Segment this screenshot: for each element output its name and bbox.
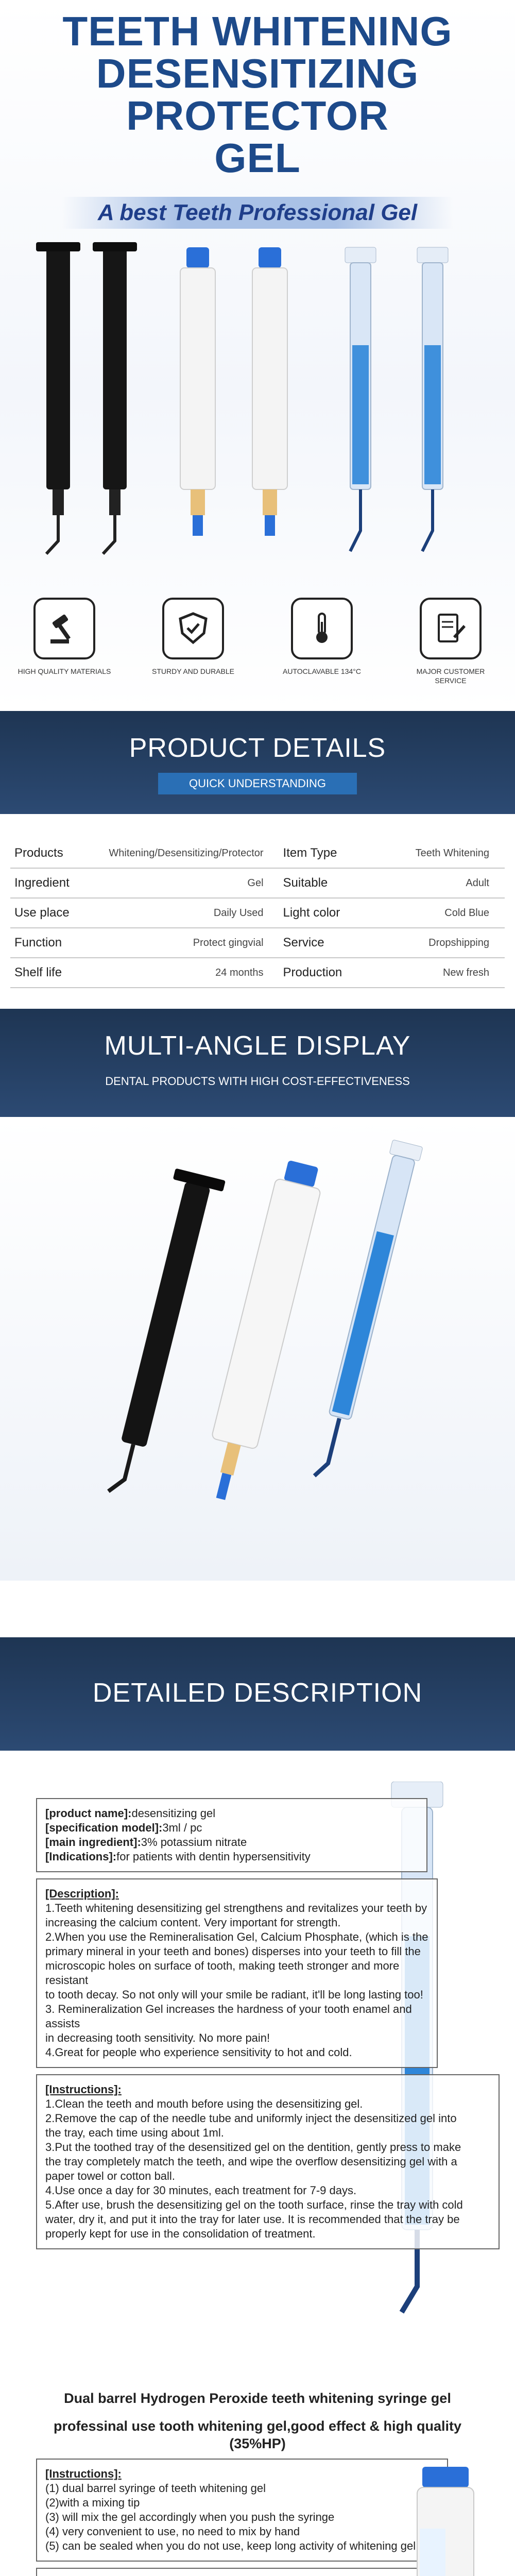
table-cell: Suitable bbox=[279, 868, 374, 898]
description-line: increasing the calcium content. Very important for strength. bbox=[45, 1916, 341, 1929]
dual-barrel-syringe-image bbox=[391, 2467, 494, 2576]
instruction-line: 2.Remove the cap of the needle tube and uniformly inject the desensitized gel into bbox=[45, 2112, 457, 2125]
table-cell: Production bbox=[279, 958, 374, 988]
dual-instructions-heading: [Instructions]: bbox=[45, 2467, 122, 2480]
gavel-icon bbox=[33, 598, 95, 659]
spec-key: [specification model]: bbox=[45, 1821, 163, 1834]
feature-label: HIGH QUALITY MATERIALS bbox=[18, 667, 111, 675]
multi-angle-subtitle: DENTAL PRODUCTS WITH HIGH COST-EFFECTIVENESS bbox=[105, 1075, 410, 1088]
product-details-banner bbox=[0, 711, 515, 814]
table-cell: Shelf life bbox=[10, 958, 105, 988]
description-heading: [Description]: bbox=[45, 1887, 119, 1900]
product-details-title: PRODUCT DETAILS bbox=[129, 733, 386, 763]
instruction-line: 3.Put the toothed tray of the desensitized gel on the dentition, gently press to make bbox=[45, 2141, 461, 2154]
table-cell: Adult bbox=[374, 868, 505, 898]
multi-angle-title: MULTI-ANGLE DISPLAY bbox=[104, 1031, 411, 1061]
table-cell: Whitening/Desensitizing/Protector bbox=[105, 839, 279, 868]
table-cell: New fresh bbox=[374, 958, 505, 988]
dual-barrel-title: Dual barrel Hydrogen Peroxide teeth whitening syringe gel bbox=[64, 2391, 451, 2406]
hero-title-line: GEL bbox=[214, 135, 301, 181]
black-syringe bbox=[36, 242, 80, 554]
description-line: microscopic holes on surface of tooth, making teeth stronger and more resistant bbox=[45, 1959, 400, 1987]
hero-title bbox=[0, 0, 515, 179]
table-cell: Teeth Whitening bbox=[374, 839, 505, 868]
product-details-subtitle: QUICK UNDERSTANDING bbox=[158, 773, 357, 794]
description-line: in decreasing tooth sensitivity. No more pain! bbox=[45, 2031, 270, 2044]
table-cell: Cold Blue bbox=[374, 898, 505, 928]
feature-item bbox=[15, 598, 113, 685]
instruction-line: 1.Clean the teeth and mouth before using the desensitizing gel. bbox=[45, 2097, 363, 2110]
description-line: 1.Teeth whitening desensitizing gel strengthens and revitalizes your teeth by bbox=[45, 1902, 427, 1914]
table-row bbox=[10, 898, 505, 928]
feature-label: AUTOCLAVABLE 134°C bbox=[283, 667, 361, 675]
hero-section bbox=[0, 0, 515, 711]
thermometer-icon bbox=[291, 598, 353, 659]
feature-label: STURDY AND DURABLE bbox=[151, 667, 234, 675]
feature-item bbox=[144, 598, 242, 685]
instructions-box bbox=[36, 2074, 500, 2249]
description-line: primary mineral in your teeth and bones) disperses into your teeth to fill the bbox=[45, 1945, 421, 1958]
table-row bbox=[10, 958, 505, 988]
product-details-section bbox=[0, 814, 515, 1009]
indications-key: [Indications]: bbox=[45, 1850, 117, 1863]
table-cell: Item Type bbox=[279, 839, 374, 868]
contract-icon bbox=[420, 598, 482, 659]
hero-product-image bbox=[15, 242, 500, 562]
table-cell: 24 months bbox=[105, 958, 279, 988]
description-line: 3. Remineralization Gel increases the hardness of your tooth enamel and assists bbox=[45, 2003, 412, 2030]
table-cell: Function bbox=[10, 928, 105, 958]
table-cell: Products bbox=[10, 839, 105, 868]
spec-value: 3ml / pc bbox=[162, 1821, 202, 1834]
instruction-line: (4) very convenient to use, no need to mix by hand bbox=[45, 2525, 300, 2538]
table-cell: Protect gingvial bbox=[105, 928, 279, 958]
syringes-angle-image bbox=[0, 1117, 515, 1581]
instruction-line: 4.Use once a day for 30 minutes, each treatment for 7-9 days. bbox=[45, 2184, 357, 2197]
detailed-description-banner bbox=[0, 1637, 515, 1751]
table-row bbox=[10, 868, 505, 898]
hero-subtitle: A best Teeth Professional Gel bbox=[62, 197, 453, 229]
multi-angle-banner bbox=[0, 1009, 515, 1117]
dual-barrel-subtitle: professinal use tooth whitening gel,good effect & high quality (35%HP) bbox=[53, 2418, 462, 2451]
table-cell: Gel bbox=[105, 868, 279, 898]
blue-gel-syringe bbox=[417, 247, 448, 551]
hero-title-line: PROTECTOR bbox=[126, 93, 389, 139]
instruction-line: the tray completely match the teeth, and wipe the overflow desensitizing gel with a bbox=[45, 2155, 457, 2168]
main-ingredient-value: 3% potassium nitrate bbox=[141, 1836, 247, 1849]
instruction-line: paper towel or cotton ball. bbox=[45, 2170, 175, 2182]
description-line: to tooth decay. So not only will your smile be radiant, it'll be long lasting too! bbox=[45, 1988, 423, 2001]
description-line: 4.Great for people who experience sensitivity to hot and cold. bbox=[45, 2046, 352, 2059]
blue-gel-syringe bbox=[345, 247, 376, 551]
instruction-line: (1) dual barrel syringe of teeth whitening gel bbox=[45, 2482, 266, 2495]
attention-box bbox=[36, 2568, 448, 2576]
instruction-line: water, dry it, and put it into the tray for later use. It is recommended that the tray be bbox=[45, 2213, 460, 2226]
indications-line bbox=[45, 1850, 418, 1864]
instruction-line: (2)with a mixing tip bbox=[45, 2496, 140, 2509]
product-details-table bbox=[10, 839, 505, 988]
table-cell: Ingredient bbox=[10, 868, 105, 898]
table-cell: Light color bbox=[279, 898, 374, 928]
indications-value: for patients with dentin hypersensitivity bbox=[116, 1850, 311, 1863]
product-name-value: desensitizing gel bbox=[131, 1807, 216, 1820]
instructions-heading: [Instructions]: bbox=[45, 2083, 122, 2096]
instruction-line: (3) will mix the gel accordingly when you push the syringe bbox=[45, 2511, 335, 2523]
product-info-box bbox=[36, 1798, 427, 1872]
hero-title-line: TEETH WHITENING bbox=[62, 8, 453, 54]
feature-label: MAJOR CUSTOMER SERVICE bbox=[416, 667, 485, 685]
description-line: 2.When you use the Remineralisation Gel, Calcium Phosphate, (which is the bbox=[45, 1930, 428, 1943]
detailed-description-title: DETAILED DESCRIPTION bbox=[92, 1678, 423, 1708]
main-ingredient-key: [main ingredient]: bbox=[45, 1836, 141, 1849]
feature-row bbox=[0, 598, 515, 685]
table-cell: Use place bbox=[10, 898, 105, 928]
dual-barrel-gel-block bbox=[21, 2379, 494, 2576]
spec-line bbox=[45, 1821, 418, 1835]
dual-barrel-syringe bbox=[180, 247, 215, 536]
instruction-line: the tray, each time using about 1ml. bbox=[45, 2126, 224, 2139]
table-row bbox=[10, 839, 505, 868]
table-cell: Service bbox=[279, 928, 374, 958]
shield-icon bbox=[162, 598, 224, 659]
main-ingredient-line bbox=[45, 1835, 418, 1850]
desensitizing-gel-block bbox=[21, 1782, 494, 2338]
hero-title-line: DESENSITIZING bbox=[96, 50, 419, 96]
multi-angle-image bbox=[0, 1117, 515, 1581]
product-name-key: [product name]: bbox=[45, 1807, 132, 1820]
black-syringe bbox=[93, 242, 137, 554]
table-cell: Dropshipping bbox=[374, 928, 505, 958]
table-row bbox=[10, 928, 505, 958]
instruction-line: properly kept for use in the consolidation of treatment. bbox=[45, 2227, 316, 2240]
description-box bbox=[36, 1878, 438, 2068]
feature-item bbox=[402, 598, 500, 685]
instruction-line: 5.After use, brush the desensitizing gel on the tooth surface, rinse the tray with cold bbox=[45, 2198, 463, 2211]
dual-instructions-box bbox=[36, 2459, 448, 2562]
product-name-line bbox=[45, 1806, 418, 1821]
dual-barrel-syringe bbox=[252, 247, 287, 536]
table-cell: Daily Used bbox=[105, 898, 279, 928]
feature-item bbox=[273, 598, 371, 685]
instruction-line: (5) can be sealed when you do not use, keep long activity of whitening gel bbox=[45, 2539, 416, 2552]
